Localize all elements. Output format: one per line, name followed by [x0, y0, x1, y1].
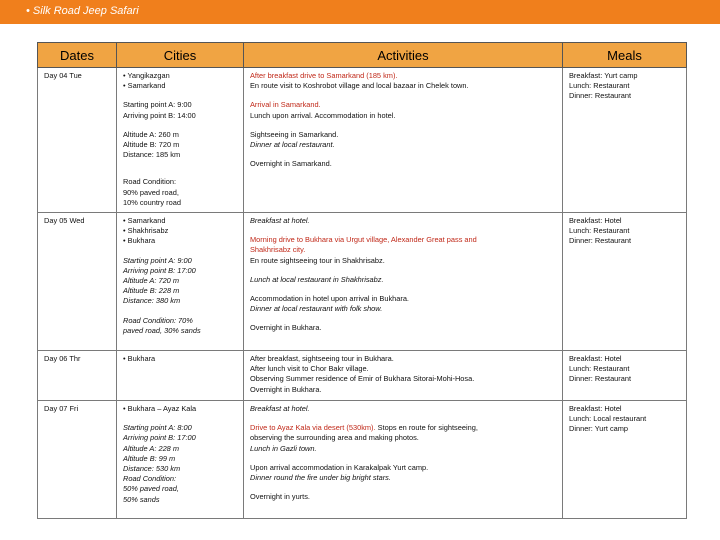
date-text: Day 07 Fri [44, 404, 79, 413]
meal-item: Breakfast: Hotel [569, 216, 622, 225]
city-item: • Samarkand [123, 216, 166, 225]
activity-text: Stops en route for sightseeing, [377, 423, 478, 433]
itinerary-table [37, 42, 687, 519]
activity-line: Accommodation in hotel upon arrival in Bukhara. [250, 294, 409, 304]
altitude-b: Altitude B: 720 m [123, 140, 180, 150]
road-condition: 90% paved road, [123, 187, 179, 197]
road-condition: Road Condition: 70% [123, 315, 193, 325]
city-item: • Bukhara – Ayaz Kala [123, 404, 197, 413]
column-header-meals: Meals [563, 43, 687, 68]
table-row [38, 401, 687, 519]
start-time: Starting point A: 9:00 [123, 255, 192, 265]
activity-line: Arrival in Samarkand. [250, 100, 321, 110]
city-item: • Samarkand [123, 81, 166, 91]
distance: Distance: 530 km [123, 464, 181, 474]
road-condition: Road Condition: [123, 177, 177, 187]
activity-line: After breakfast drive to Samarkand (185 km). [250, 71, 398, 80]
date-text: Day 04 Tue [44, 71, 82, 80]
column-header-cities: Cities [117, 43, 244, 68]
meal-item: Lunch: Restaurant [569, 226, 630, 236]
start-time: Starting point A: 9:00 [123, 100, 192, 110]
activity-line: Breakfast at hotel. [250, 216, 310, 225]
activity-line: Dinner at local restaurant. [250, 140, 335, 150]
activity-line: Observing Summer residence of Emir of Bukhara Sitorai-Mohi-Hosa. [250, 374, 475, 384]
page-title: • Silk Road Jeep Safari [26, 5, 139, 17]
activity-line: observing the surrounding area and making photos. [250, 433, 419, 443]
meal-item: Breakfast: Hotel [569, 404, 622, 413]
altitude-a: Altitude A: 260 m [123, 129, 179, 139]
activity-line: En route sightseeing tour in Shakhrisabz. [250, 255, 385, 265]
activities-cell [244, 213, 563, 351]
activity-line: Lunch at local restaurant in Shakhrisabz. [250, 274, 384, 284]
distance: Distance: 185 km [123, 150, 181, 160]
road-condition: 10% country road [123, 197, 181, 207]
activity-line: Overnight in yurts. [250, 492, 310, 502]
altitude-a: Altitude A: 720 m [123, 276, 180, 286]
activity-line: Morning drive to Bukhara via Urgut village, Alexander Great pass and [250, 235, 477, 245]
meals-cell [563, 351, 687, 401]
table-row [38, 68, 687, 213]
header-row [38, 43, 687, 68]
date-text: Day 06 Thr [44, 354, 81, 363]
arrive-time: Arriving point B: 14:00 [123, 110, 196, 120]
city-item: • Yangikazgan [123, 71, 170, 80]
date-text: Day 05 Wed [44, 216, 85, 225]
activity-line: Breakfast at hotel. [250, 404, 310, 413]
date-cell [38, 68, 117, 213]
activity-line: After lunch visit to Chor Bakr village. [250, 364, 369, 374]
activity-line: Upon arrival accommodation in Karakalpak Yurt camp. [250, 462, 429, 472]
table-row [38, 351, 687, 401]
activities-cell [244, 68, 563, 213]
column-header-dates: Dates [38, 43, 117, 68]
road-condition: paved road, 30% sands [123, 325, 201, 335]
cities-cell [117, 401, 244, 519]
cities-cell [117, 351, 244, 401]
city-item: • Shakhrisabz [123, 226, 169, 236]
meal-item: Dinner: Yurt camp [569, 424, 629, 434]
activity-line: En route visit to Koshrobot village and local bazaar in Chelek town. [250, 81, 469, 91]
altitude-b: Altitude B: 99 m [123, 453, 176, 463]
activity-line: After breakfast, sightseeing tour in Bukhara. [250, 354, 394, 363]
altitude-b: Altitude B: 228 m [123, 286, 180, 296]
distance: Distance: 380 km [123, 296, 181, 306]
altitude-a: Altitude A: 228 m [123, 443, 180, 453]
arrive-time: Arriving point B: 17:00 [123, 433, 196, 443]
activity-line [250, 423, 556, 433]
activity-line: Overnight in Bukhara. [250, 323, 322, 333]
meal-item: Breakfast: Hotel [569, 354, 622, 363]
city-item: • Bukhara [123, 354, 156, 363]
meals-cell [563, 68, 687, 213]
activity-line: Lunch upon arrival. Accommodation in hotel. [250, 110, 396, 120]
column-header-activities: Activities [244, 43, 563, 68]
meal-item: Dinner: Restaurant [569, 236, 632, 246]
meals-cell [563, 401, 687, 519]
activity-line: Sightseeing in Samarkand. [250, 129, 339, 139]
activity-line: Overnight in Samarkand. [250, 159, 332, 169]
meal-item: Dinner: Restaurant [569, 91, 632, 101]
meal-item: Lunch: Local restaurant [569, 414, 647, 424]
meal-item: Lunch: Restaurant [569, 81, 630, 91]
arrive-time: Arriving point B: 17:00 [123, 265, 196, 275]
meal-item: Lunch: Restaurant [569, 364, 630, 374]
city-item: • Bukhara [123, 236, 156, 246]
road-condition: 50% sands [123, 494, 160, 504]
table-row [38, 213, 687, 351]
road-condition: 50% paved road, [123, 484, 179, 494]
date-cell [38, 401, 117, 519]
road-condition: Road Condition: [123, 474, 177, 484]
start-time: Starting point A: 8:00 [123, 423, 192, 433]
activity-line: Shakhrisabz city. [250, 245, 306, 255]
activities-cell [244, 351, 563, 401]
activity-line: Dinner at local restaurant with folk show. [250, 304, 383, 314]
header-bar [0, 0, 720, 24]
activity-highlight: Drive to Ayaz Kala via desert (530km). [250, 423, 376, 433]
activities-cell [244, 401, 563, 519]
date-cell [38, 351, 117, 401]
cities-cell [117, 68, 244, 213]
activity-line: Lunch in Gazli town. [250, 443, 317, 453]
meal-item: Dinner: Restaurant [569, 374, 632, 384]
date-cell [38, 213, 117, 351]
meals-cell [563, 213, 687, 351]
activity-line: Dinner round the fire under big bright stars. [250, 473, 391, 483]
activity-line: Overnight in Bukhara. [250, 384, 322, 394]
cities-cell [117, 213, 244, 351]
meal-item: Breakfast: Yurt camp [569, 71, 638, 80]
